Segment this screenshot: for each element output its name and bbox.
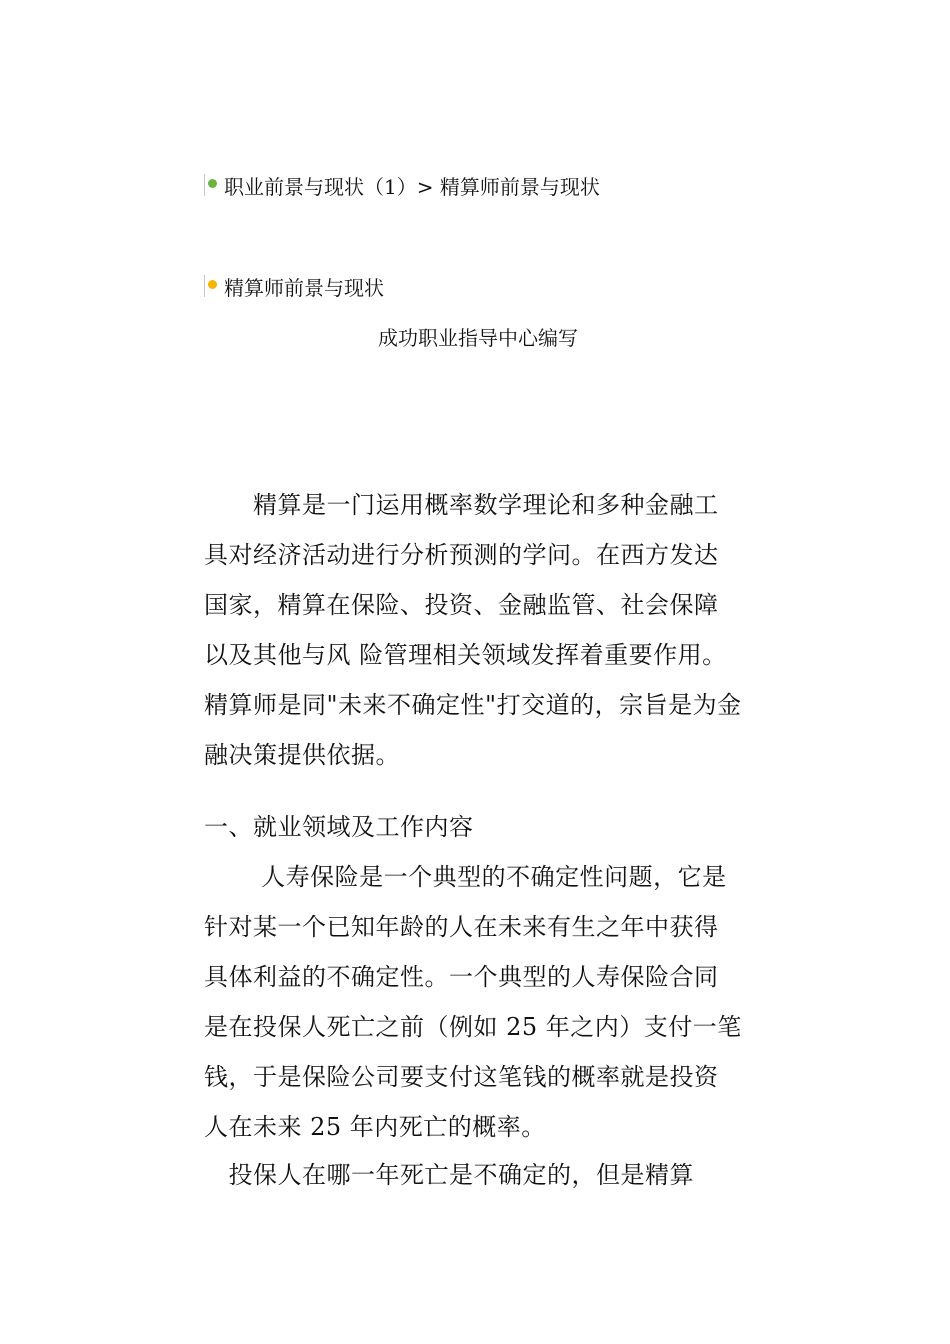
life-insurance-paragraph (204, 852, 754, 1152)
paragraph-line: 是在投保人死亡之前（例如 25 年之内）支付一笔 (204, 1013, 742, 1041)
paragraph-line: 精算师是同"未来不确定性"打交道的，宗旨是为金 (204, 691, 742, 719)
paragraph-line: 人寿保险是一个典型的不确定性问题，它是 (204, 863, 727, 891)
paragraph-line: 精算是一门运用概率数学理论和多种金融工 (204, 491, 719, 519)
green-bullet-icon (204, 174, 220, 196)
section-heading (204, 271, 384, 301)
section-heading-employment: 一、就业领域及工作内容 (204, 813, 474, 841)
paragraph-line: 投保人在哪一年死亡是不确定的，但是精算 (204, 1161, 694, 1189)
paragraph-line: 以及其他与风 险管理相关领域发挥着重要作用。 (204, 641, 727, 669)
section-title: 精算师前景与现状 (224, 275, 384, 300)
paragraph-line: 针对某一个已知年龄的人在未来有生之年中获得 (204, 913, 719, 941)
breadcrumb (204, 170, 600, 200)
paragraph-line: 具对经济活动进行分析预测的学问。在西方发达 (204, 541, 719, 569)
orange-bullet-icon (204, 275, 220, 297)
paragraph-line: 钱，于是保险公司要支付这笔钱的概率就是投资 (204, 1063, 719, 1091)
death-uncertainty-paragraph (204, 1150, 754, 1200)
breadcrumb-text: 职业前景与现状（1）> 精算师前景与现状 (224, 174, 600, 199)
intro-paragraph (204, 480, 754, 780)
paragraph-line: 人在未来 25 年内死亡的概率。 (204, 1113, 546, 1141)
author-line: 成功职业指导中心编写 (378, 326, 578, 350)
paragraph-line: 具体利益的不确定性。一个典型的人寿保险合同 (204, 963, 719, 991)
paragraph-line: 融决策提供依据。 (204, 741, 400, 769)
paragraph-line: 国家，精算在保险、投资、金融监管、社会保障 (204, 591, 719, 619)
